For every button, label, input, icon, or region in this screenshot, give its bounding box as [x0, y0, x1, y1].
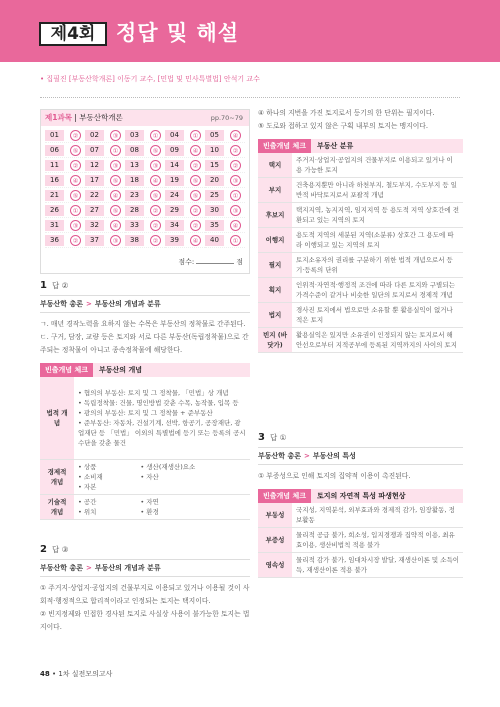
answer-label: 답 ①: [269, 433, 287, 442]
answer-cell: [85, 174, 125, 188]
question-1: [40, 280, 250, 520]
answer-number: 18: [125, 175, 144, 186]
answer-choice: ④: [230, 220, 241, 231]
answer-cell: [45, 219, 85, 233]
concept-box-header: 빈출개념 체크 부동산 분류: [258, 139, 463, 153]
answer-choice: ①: [110, 145, 121, 156]
answer-choice: ②: [230, 160, 241, 171]
table-row: [258, 303, 463, 328]
row-value: 인위적·자연적·행정적 조건에 따라 다른 토지와 구별되는 가격수준이 같거나 비슷한 일단의 토지로서 경제적 개념: [292, 278, 463, 303]
row-value: 택지지역, 농지지역, 임지지역 등 용도적 지역 상호간에 전환되고 있는 지역의 토지: [292, 203, 463, 228]
answer-choice: ④: [110, 220, 121, 231]
answer-number: 24: [165, 190, 184, 201]
answer-cell: [205, 174, 245, 188]
answer-cell: [205, 204, 245, 218]
answer-number: 33: [125, 220, 144, 231]
answer-cell: [85, 204, 125, 218]
question-3: [258, 432, 463, 578]
answer-number: 12: [85, 160, 104, 171]
answer-choice: ③: [230, 205, 241, 216]
row-key: 영속성: [258, 553, 292, 578]
answer-number: 28: [125, 205, 144, 216]
question-2-continued: [258, 107, 463, 353]
explanation-text: ① 부증성으로 인해 토지의 집약적 이용이 촉진된다.: [258, 472, 411, 480]
answer-choice: ②: [190, 160, 201, 171]
answer-choice: ②: [230, 145, 241, 156]
row-key: 획지: [258, 278, 292, 303]
answer-choice: ②: [150, 220, 161, 231]
concept-table: [258, 503, 463, 578]
answer-choice: ①: [150, 130, 161, 141]
answer-label: 답 ③: [51, 545, 69, 554]
answer-cell: [85, 219, 125, 233]
answer-cell: [165, 129, 205, 143]
row-value: 활용실익은 있지만 소유권이 인정되지 않는 토지로서 해안선으로부터 지적공부에 등록된 지역까지의 사이의 토지: [292, 328, 463, 353]
answer-choice: ⑤: [110, 175, 121, 186]
answer-choice: ②: [190, 220, 201, 231]
answer-choice: ②: [190, 205, 201, 216]
answer-label: 답 ②: [51, 281, 69, 290]
row-value: 토지소유자의 권리를 구분하기 위한 법적 개념으로서 등기·등록의 단위: [292, 253, 463, 278]
answer-number: 10: [205, 145, 224, 156]
answer-number: 40: [205, 235, 224, 246]
answer-cell: [125, 234, 165, 248]
row-key: 빈지 (바닷가): [258, 328, 292, 353]
answer-number: 34: [165, 220, 184, 231]
answer-choice: ②: [150, 205, 161, 216]
table-row: [258, 178, 463, 203]
row-key: 택지: [258, 153, 292, 178]
table-row: [258, 253, 463, 278]
explanation-text: ④ 하나의 지번을 가진 토지로서 등기의 한 단위는 필지이다.: [258, 109, 435, 117]
answer-choice: ④: [230, 130, 241, 141]
concept-box-header: 빈출개념 체크 토지의 자연적 특성 파생현상: [258, 489, 463, 503]
answer-number: 02: [85, 130, 104, 141]
row-value: 경사진 토지에서 법으로만 소유할 뿐 활용실익이 없거나 적은 토지: [292, 303, 463, 328]
page-range: pp.70~79: [210, 114, 243, 122]
answer-number: 22: [85, 190, 104, 201]
row-key: 필지: [258, 253, 292, 278]
answer-number: 06: [45, 145, 64, 156]
answer-choice: ②: [70, 130, 81, 141]
answer-number: 03: [125, 130, 144, 141]
answer-number: 37: [85, 235, 104, 246]
row-value: 물리적 공급 불가, 희소성, 입지경쟁과 집약적 이용, 최유효이용, 생산비법칙 적용 불가: [292, 528, 463, 553]
answer-number: 05: [205, 130, 224, 141]
row-value: 건축용지뿐만 아니라 하천부지, 철도부지, 수도부지 등 일반적 바닥토지로서 포괄적 개념: [292, 178, 463, 203]
answer-choice: ④: [190, 235, 201, 246]
answer-cell: [45, 189, 85, 203]
answer-number: 25: [205, 190, 224, 201]
table-row: [258, 528, 463, 553]
answer-cell: [205, 219, 245, 233]
answer-number: 27: [85, 205, 104, 216]
answer-cell: [165, 219, 205, 233]
answer-choice: ⑤: [150, 145, 161, 156]
row-value: 물리적 감가 불가, 임대차시장 발달, 재생산이론 및 소득이득, 재생산이론 적용 불가: [292, 553, 463, 578]
row-key: 이행지: [258, 228, 292, 253]
answer-choice: ①: [190, 130, 201, 141]
answer-choice: ③: [150, 160, 161, 171]
divider: [40, 97, 460, 98]
question-2: [40, 544, 250, 634]
answer-cell: [165, 189, 205, 203]
answer-number: 26: [45, 205, 64, 216]
answer-cell: [85, 129, 125, 143]
row-key: 부지: [258, 178, 292, 203]
answer-choice: ③: [70, 220, 81, 231]
answer-number: 17: [85, 175, 104, 186]
row-key: 후보지: [258, 203, 292, 228]
answer-choice: ④: [70, 175, 81, 186]
answer-cell: [165, 159, 205, 173]
answer-cell: [205, 159, 245, 173]
answer-number: 38: [125, 235, 144, 246]
concept-box-header: 빈출개념 체크 부동산의 개념: [40, 363, 250, 377]
answer-cell: [85, 144, 125, 158]
answer-choice: ①: [70, 205, 81, 216]
answer-cell: [205, 144, 245, 158]
answer-choice: ②: [150, 235, 161, 246]
table-row: [258, 228, 463, 253]
answer-cell: [125, 174, 165, 188]
answer-choice: ③: [110, 130, 121, 141]
row-key: 부증성: [258, 528, 292, 553]
question-number: 1: [40, 280, 47, 291]
answer-cell: [165, 144, 205, 158]
answer-cell: [125, 144, 165, 158]
answer-number: 01: [45, 130, 64, 141]
table-row: [258, 503, 463, 528]
answer-cell: [165, 174, 205, 188]
answer-number: 21: [45, 190, 64, 201]
explanation-text: ㄷ. 구거, 담장, 교량 등은 토지와 서로 다른 부동산(독립정착물)으로 간주되는 정착물이 아니고 종속정착물에 해당한다.: [40, 333, 249, 354]
answer-number: 04: [165, 130, 184, 141]
row-value: 국지성, 지역분석, 외부효과와 경제적 감가, 임장활동, 정보활동: [292, 503, 463, 528]
answer-grid: [41, 126, 249, 248]
explanation-text: ⑤ 도로와 접하고 있지 않은 구획 내부의 토지는 맹지이다.: [258, 122, 428, 130]
answer-choice: ③: [110, 160, 121, 171]
table-row: [258, 203, 463, 228]
answer-choice: ④: [190, 145, 201, 156]
answer-number: 35: [205, 220, 224, 231]
answer-choice: ⑤: [70, 190, 81, 201]
answer-choice: ③: [110, 235, 121, 246]
answer-cell: [45, 234, 85, 248]
answer-number: 30: [205, 205, 224, 216]
explanation-text: ㄱ. 매년 경작노력을 요하지 않는 수목은 부동산의 정착물로 간주된다.: [40, 320, 246, 328]
answer-cell: [85, 159, 125, 173]
answer-choice: ⑤: [110, 205, 121, 216]
answer-cell: [45, 204, 85, 218]
answer-number: 29: [165, 205, 184, 216]
answer-cell: [85, 189, 125, 203]
answer-cell: [205, 129, 245, 143]
answer-number: 11: [45, 160, 64, 171]
explanation-text: ① 주거지·상업지·공업지의 건물부지로 이용되고 있거나 이용될 것이 사회적·행정적으로 합리적이라고 인정되는 토지는 택지이다.: [40, 584, 250, 605]
answer-choice: ①: [230, 190, 241, 201]
answer-cell: [205, 234, 245, 248]
answer-number: 19: [165, 175, 184, 186]
table-row: [258, 553, 463, 578]
answer-choice: ①: [230, 235, 241, 246]
answer-number: 36: [45, 235, 64, 246]
answer-cell: [45, 174, 85, 188]
subject-name: 부동산학개론: [79, 113, 123, 122]
category-path: 부동산학 총론 > 부동산의 특성: [258, 452, 356, 460]
answer-number: 31: [45, 220, 64, 231]
explanation-text: ② 빈지정제와 인접한 경사된 토지로 사실상 사용이 불가능한 토지는 법지이다.: [40, 610, 250, 631]
page-title: 정답 및 해설: [116, 21, 240, 45]
answer-number: 23: [125, 190, 144, 201]
answer-choice: ④: [150, 175, 161, 186]
answer-cell: [45, 129, 85, 143]
answer-cell: [45, 144, 85, 158]
answer-number: 32: [85, 220, 104, 231]
row-value: 주거지·상업지·공업지의 건물부지로 이용되고 있거나 이용 가능한 토지: [292, 153, 463, 178]
concept-table: 법적 개념 • 협의의 부동산: 토지 및 그 정착물, 「민법」상 개념 • 독립정착물: 건물, 명인방법 갖춘 수목, 농작물, 입목 등 • 광의의 부동산: 토지 및 그 정착물 + 준부동산 • 준부동산: 자동차, 건설기계, 선박, 항공기, 공장재단, 광업재단 등 「민법」 이외의 특별법에 등기 또는 등록의 공시수단을 갖춘 물건 경제적 개념 • 상품 • 소비재 • 자본 • 생산(재생산)요소 • 자산 기술적 개념 • 공간 • 위치 • 자연 • 환경: [40, 377, 250, 520]
answer-cell: [125, 129, 165, 143]
answer-cell: [125, 189, 165, 203]
table-row: [258, 278, 463, 303]
answer-cell: [125, 204, 165, 218]
footer-label: 1차 실전모의고사: [58, 670, 113, 678]
answer-number: 39: [165, 235, 184, 246]
answer-number: 14: [165, 160, 184, 171]
category-path: 부동산학 총론 > 부동산의 개념과 분류: [40, 564, 161, 572]
answer-cell: [85, 234, 125, 248]
answer-choice: ⑤: [190, 190, 201, 201]
category-path: 부동산학 총론 > 부동산의 개념과 분류: [40, 300, 161, 308]
answer-number: 09: [165, 145, 184, 156]
answer-number: 08: [125, 145, 144, 156]
answer-cell: [125, 219, 165, 233]
answer-number: 07: [85, 145, 104, 156]
page-footer: 48 • 1차 실전모의고사: [40, 670, 113, 678]
subject-number: 제1과목: [45, 113, 72, 122]
answer-choice: ②: [70, 160, 81, 171]
question-number: 2: [40, 544, 47, 555]
answer-choice: ⑤: [70, 145, 81, 156]
answer-number: 15: [205, 160, 224, 171]
answer-cell: [205, 189, 245, 203]
table-row: [258, 153, 463, 178]
answer-choice: ⑤: [150, 190, 161, 201]
row-key: 부동성: [258, 503, 292, 528]
answer-cell: [45, 159, 85, 173]
table-row: [258, 328, 463, 353]
answer-cell: [165, 234, 205, 248]
page-header: [0, 0, 500, 62]
exam-round-badge: 제4회: [39, 22, 107, 46]
answer-number: 13: [125, 160, 144, 171]
answer-table: [40, 109, 250, 274]
authors-line: • 집필진 [부동산학개론] 이동기 교수, [민법 및 민사특별법] 안석기 교수: [40, 75, 260, 83]
answer-table-header: 제1과목 | 부동산학개론 pp.70~79: [41, 110, 249, 126]
answer-choice: ②: [70, 235, 81, 246]
row-key: 법지: [258, 303, 292, 328]
answer-choice: ⑤: [190, 175, 201, 186]
concept-table: [258, 153, 463, 353]
answer-cell: [165, 204, 205, 218]
score-field: 점수: 점: [178, 258, 243, 266]
answer-number: 20: [205, 175, 224, 186]
row-value: 용도적 지역의 세분된 지역(소분류) 상호간 그 용도에 따라 이행되고 있는 지역의 토지: [292, 228, 463, 253]
page-number: 48: [40, 670, 50, 678]
answer-choice: ④: [110, 190, 121, 201]
answer-choice: ③: [230, 175, 241, 186]
answer-cell: [125, 159, 165, 173]
question-number: 3: [258, 432, 265, 443]
answer-number: 16: [45, 175, 64, 186]
